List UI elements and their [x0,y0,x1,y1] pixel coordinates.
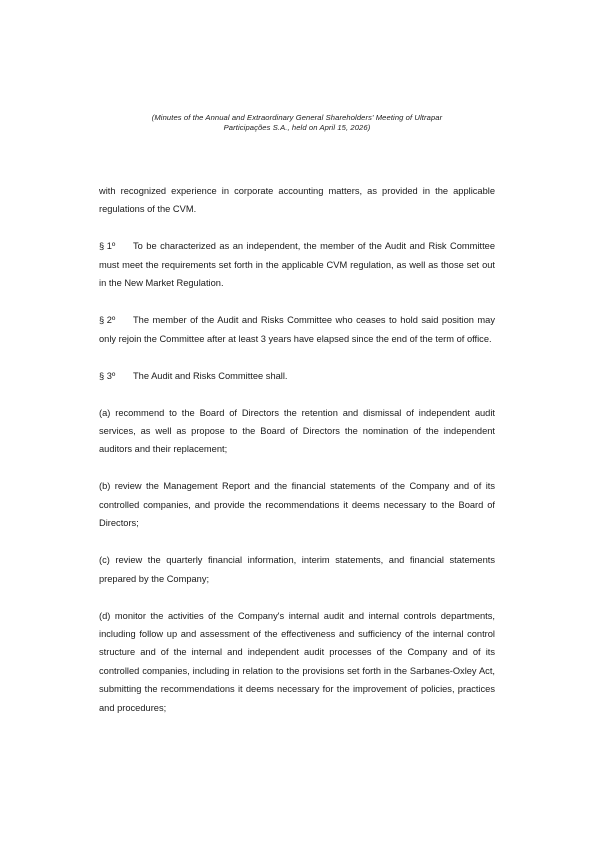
header-line-2: Participações S.A., held on April 15, 2026) [223,122,371,132]
section-marker-1: § 1º [99,241,116,252]
paragraph-3-text: The Audit and Risks Committee shall. [133,370,288,381]
document-body [99,182,495,717]
list-item-a: (a) recommend to the Board of Directors the retention and dismissal of independent audit services, as well as propose to the Board of Directors the nomination of the independent auditors and their replacement; [99,407,495,455]
paragraph-1 [99,237,495,292]
paragraph-2 [99,311,495,348]
section-marker-2: § 2º [99,315,116,326]
paragraph-2-text: The member of the Audit and Risks Committee who ceases to hold said position may only rejoin the Committee after at least 3 years have elapsed since the end of the term of office. [99,315,495,344]
section-marker-3: § 3º [99,370,116,381]
list-item-b: (b) review the Management Report and the financial statements of the Company and of its controlled companies, and provide the recommendations it deems necessary to the Board of Directors; [99,481,495,529]
minutes-header [98,113,496,132]
header-line-1: (Minutes of the Annual and Extraordinary General Shareholders' Meeting of Ultrapar [151,113,443,122]
paragraph-3 [99,367,495,385]
list-item-d: (d) monitor the activities of the Company's internal audit and internal controls departments, including follow up and assessment of the effectiveness and sufficiency of the internal control structure and of the internal and independent audit processes of the Company and of its controlled companies, including in relation to the provisions set forth in the Sarbanes-Oxley Act, submitting the recommendations it deems necessary for the improvement of policies, practices and procedures; [99,610,495,713]
paragraph-1-text: To be characterized as an independent, the member of the Audit and Risk Committee must meet the requirements set forth in the applicable CVM regulation, as well as those set out in the New Market Regulation. [99,241,495,289]
paragraph-intro: with recognized experience in corporate accounting matters, as provided in the applicable regulations of the CVM. [99,186,495,215]
list-item-c: (c) review the quarterly financial information, interim statements, and financial statements prepared by the Company; [99,555,495,584]
